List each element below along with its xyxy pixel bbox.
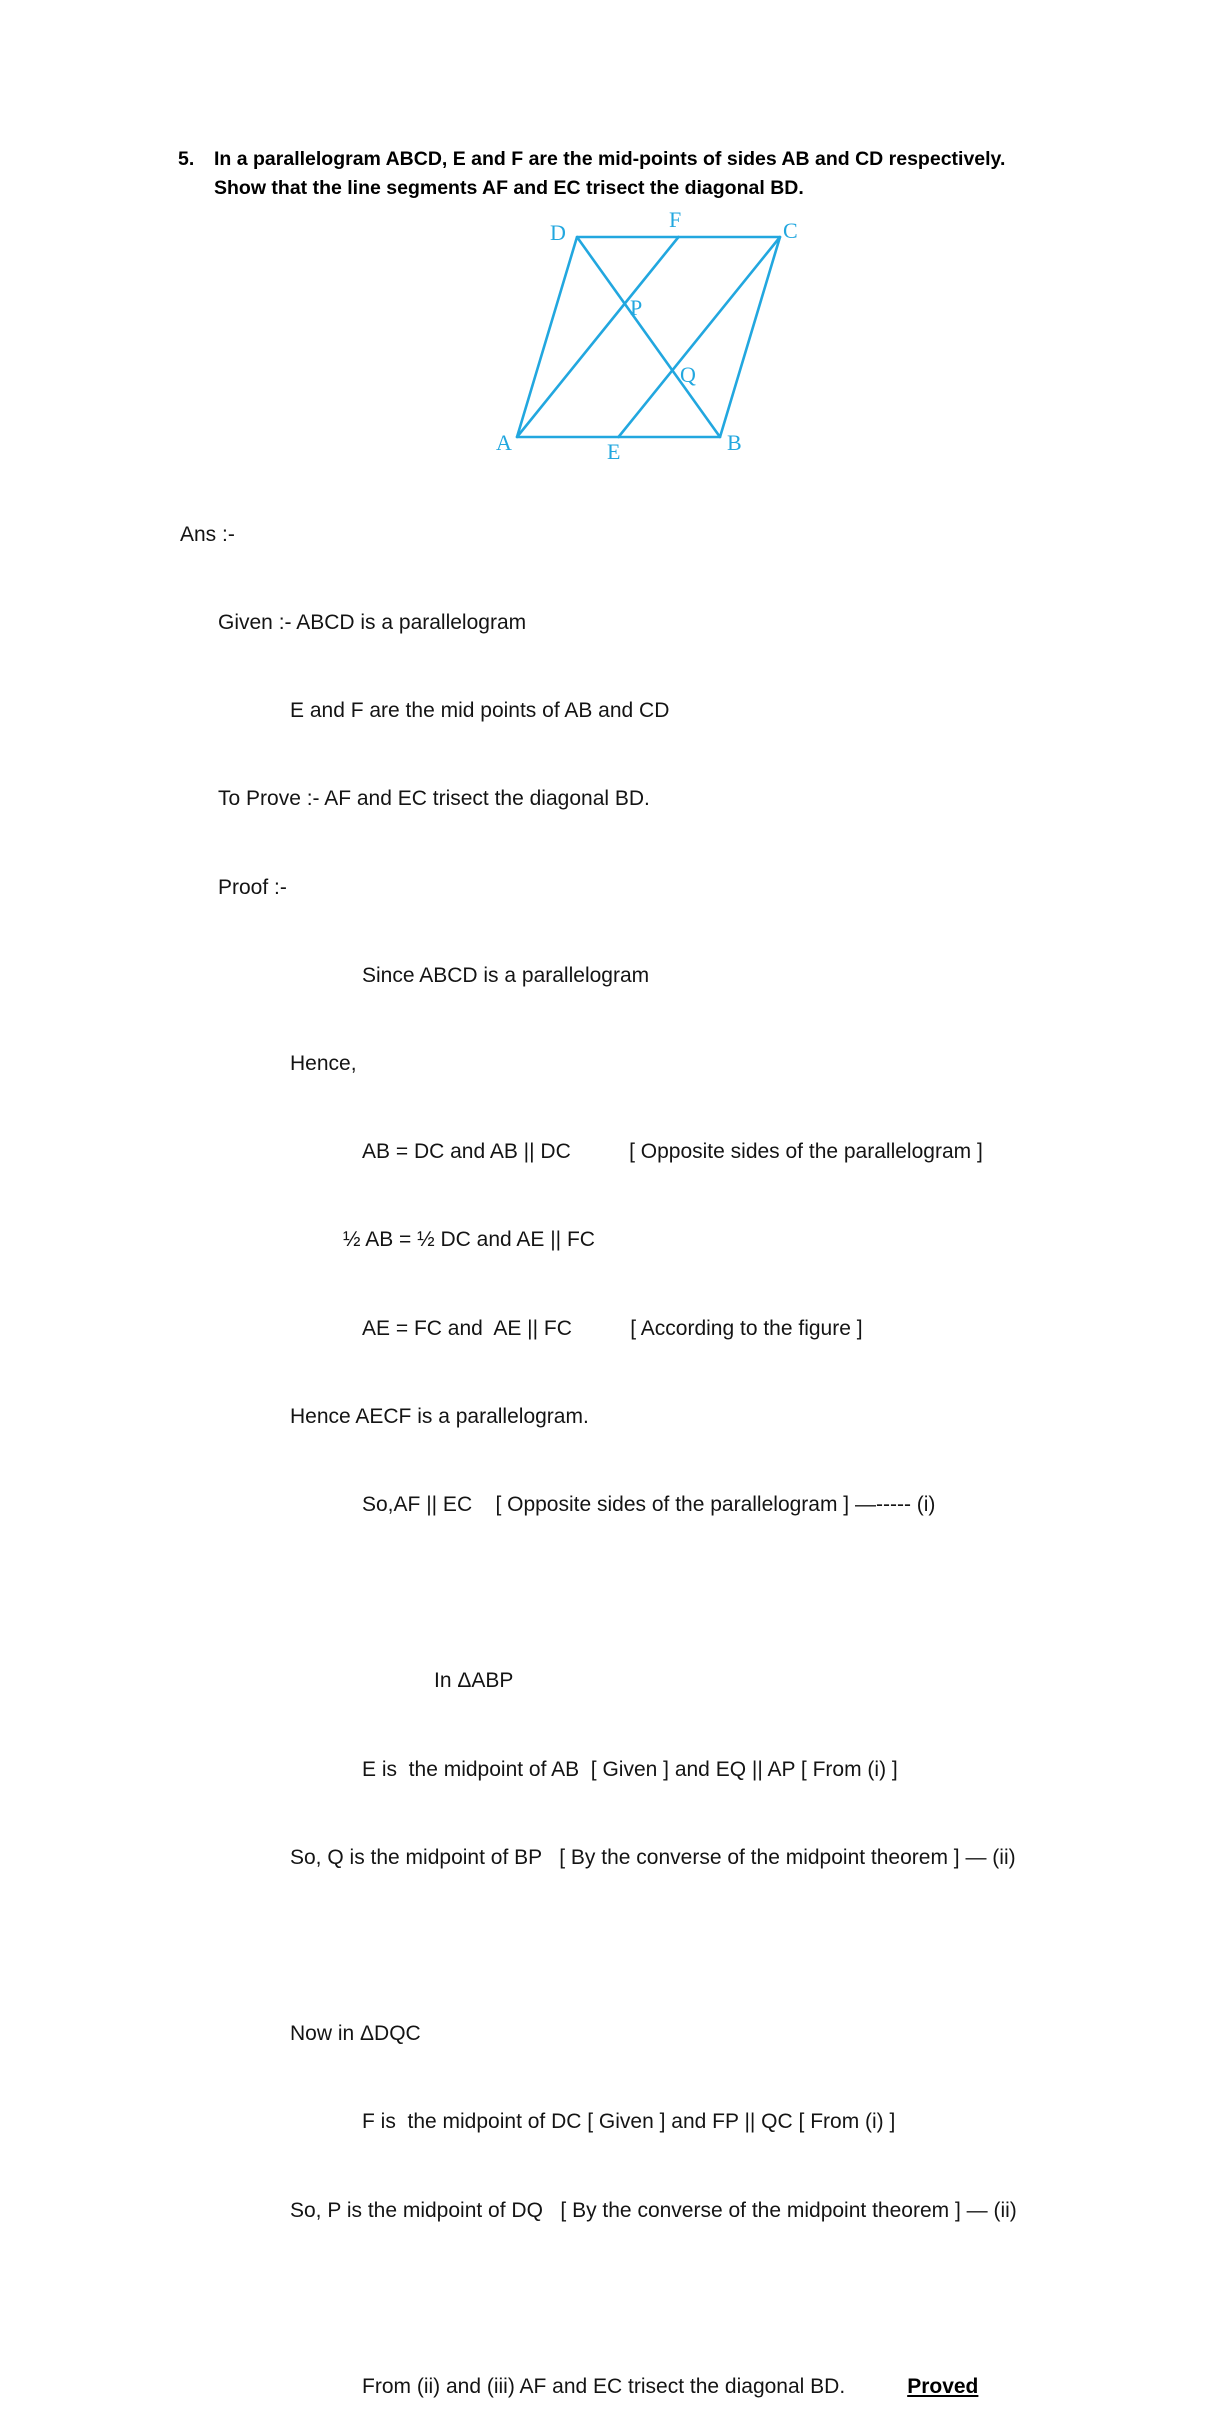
to-prove-line: To Prove :- AF and EC trisect the diagonal BD. [218, 787, 650, 811]
proof-line: So, P is the midpoint of DQ [ By the converse of the midpoint theorem ] — (ii) [290, 2198, 1017, 2222]
proof-line: E is the midpoint of AB [ Given ] and EQ || AP [ From (i) ] [362, 1757, 898, 1781]
parallelogram-figure [478, 196, 810, 472]
proof-line: Since ABCD is a parallelogram [362, 963, 650, 987]
label-A: A [496, 430, 512, 455]
proof-line: ½ AB = ½ DC and AE || FC [343, 1228, 595, 1252]
question-block [178, 145, 1026, 203]
question-number: 5. [178, 148, 195, 170]
figure-svg [478, 196, 810, 472]
spacer [0, 1931, 1224, 1960]
label-P: P [630, 295, 643, 320]
label-D: D [550, 220, 566, 245]
proof-line: Hence AECF is a parallelogram. [290, 1404, 589, 1428]
proved-label: Proved [907, 2375, 979, 2399]
spacer [0, 1578, 1224, 1607]
proof-line: So,AF || EC [ Opposite sides of the parallelogram ] —----- (i) [362, 1493, 936, 1517]
label-F: F [669, 207, 682, 232]
given-line: Given :- ABCD is a parallelogram [218, 611, 527, 635]
label-B: B [727, 430, 742, 455]
answer-block [0, 461, 1224, 2431]
given-line-2: E and F are the mid points of AB and CD [290, 699, 670, 723]
proof-line: AE = FC and AE || FC [ According to the figure ] [362, 1316, 863, 1340]
ans-heading: Ans :- [180, 522, 235, 546]
proof-line: F is the midpoint of DC [ Given ] and FP || QC [ From (i) ] [362, 2110, 896, 2134]
proof-line: So, Q is the midpoint of BP [ By the converse of the midpoint theorem ] — (ii) [290, 1845, 1016, 1869]
proof-heading: Proof :- [218, 875, 287, 899]
conclusion-line [0, 2372, 1224, 2401]
conclusion-text: From (ii) and (iii) AF and EC trisect the diagonal BD. [362, 2375, 846, 2399]
label-C: C [783, 218, 798, 243]
proof-line: AB = DC and AB || DC [ Opposite sides of the parallelogram ] [362, 1140, 983, 1164]
proof-line: Hence, [290, 1052, 357, 1076]
proof-line: Now in ΔDQC [290, 2022, 421, 2046]
label-Q: Q [680, 362, 696, 387]
proof-line: In ΔABP [434, 1669, 514, 1693]
spacer [0, 2284, 1224, 2313]
question-text: In a parallelogram ABCD, E and F are the mid-points of sides AB and CD respectively. Show that the line segments AF and EC trisect the diagonal BD. [214, 148, 1006, 199]
label-E: E [607, 439, 621, 464]
